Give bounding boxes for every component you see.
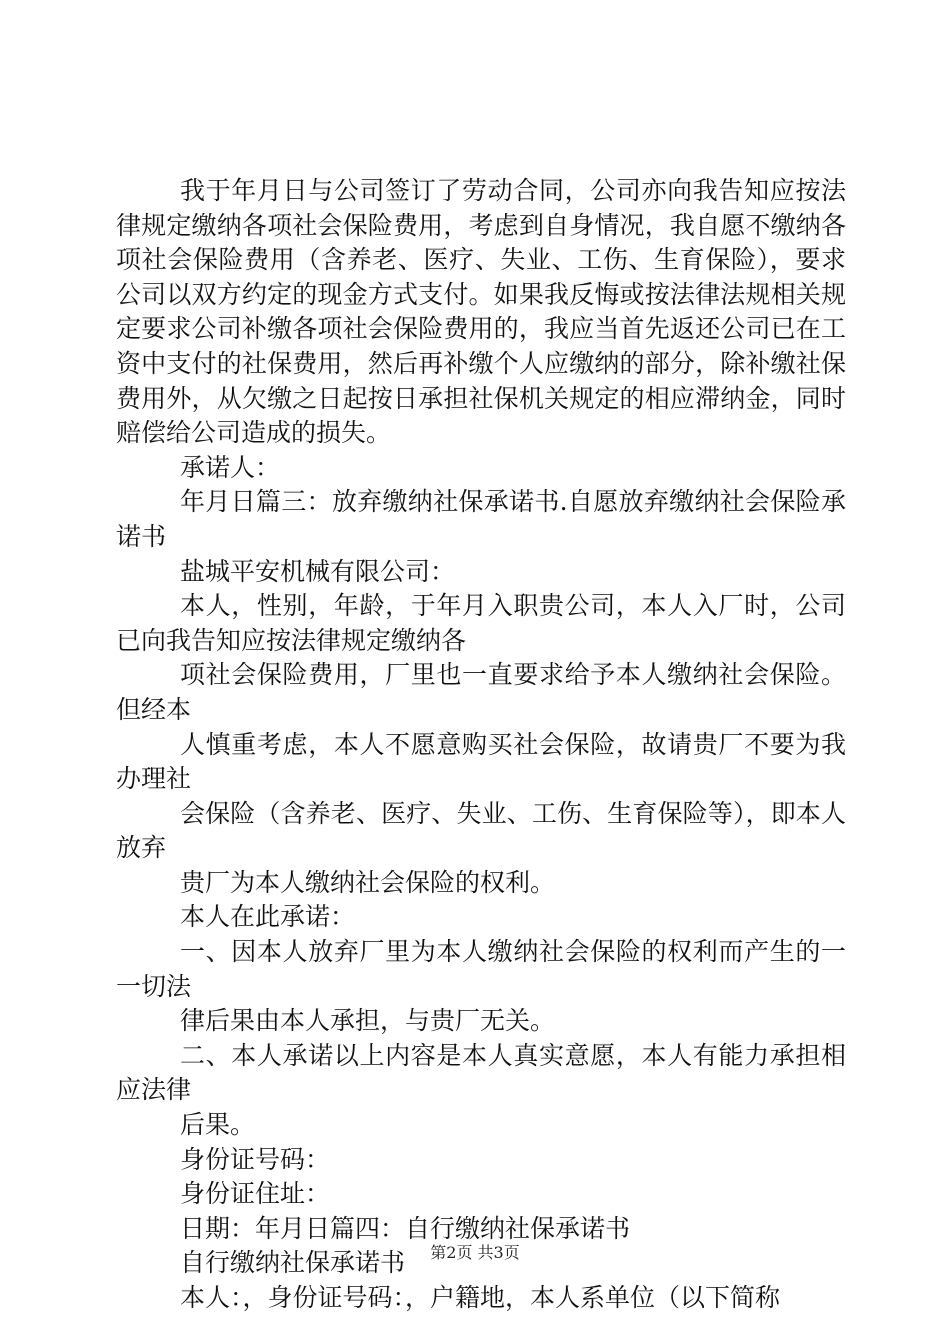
paragraph-statement-4: 会保险（含养老、医疗、失业、工伤、生育保险等），即本人放弃 <box>116 798 846 863</box>
paragraph-promise-1: 一、因本人放弃厂里为本人缴纳社会保险的权利而产生的一一切法 <box>116 937 846 1001</box>
paragraph-promise-1-cont: 律后果由本人承担，与贵厂无关。 <box>180 1006 556 1036</box>
page-footer: 第2页 共3页 <box>430 1243 520 1262</box>
paragraph-company: 盐城平安机械有限公司： <box>180 556 456 586</box>
paragraph-intro: 我于年月日与公司签订了劳动合同，公司亦向我告知应按法律规定缴纳各项社会保险费用，考虑到自身情况，我自愿不缴纳各项社会保险费用（含养老、医疗、失业、工伤、生育保险），要求公司以双方约定的现金方式支付。如果我反悔或按法律法规相关规定要求公司补缴各项社会保险费用的，我应当首先返还公司已在工资中支付的社保费用，然后再补缴个人应缴纳的部分，除补缴社保费用外，从欠缴之日起按日承担社保机关规定的相应滞纳金，同时赔偿给公司造成的损失。 <box>116 176 846 448</box>
paragraph-promise-heading: 本人在此承诺： <box>180 902 356 932</box>
paragraph-statement-3: 人慎重考虑，本人不愿意购买社会保险，故请贵厂不要为我办理社 <box>116 729 846 794</box>
paragraph-id-number: 身份证号码： <box>180 1144 331 1174</box>
paragraph-promisor: 承诺人： <box>180 452 281 482</box>
paragraph-date-section-four: 日期：年月日篇四：自行缴纳社保承诺书 <box>180 1213 631 1243</box>
paragraph-section-four-title: 自行缴纳社保承诺书 <box>180 1248 406 1278</box>
paragraph-section-four-body: 本人：，身份证号码：，户籍地，本人系单位（以下简称 <box>180 1283 781 1312</box>
document-body <box>116 174 846 1316</box>
paragraph-section-three-title: 年月日篇三：放弃缴纳社保承诺书.自愿放弃缴纳社会保险承诺书 <box>116 487 846 551</box>
paragraph-statement-2: 项社会保险费用，厂里也一直要求给予本人缴纳社会保险。但经本 <box>116 660 846 724</box>
paragraph-statement-5: 贵厂为本人缴纳社会保险的权利。 <box>180 867 556 897</box>
paragraph-promise-2-cont: 后果。 <box>180 1110 256 1140</box>
paragraph-statement-1: 本人，性别，年龄，于年月入职贵公司，本人入厂时，公司已向我告知应按法律规定缴纳各 <box>116 591 846 655</box>
paragraph-id-address: 身份证住址： <box>180 1179 331 1209</box>
paragraph-promise-2: 二、本人承诺以上内容是本人真实意愿，本人有能力承担相应法律 <box>116 1040 846 1105</box>
